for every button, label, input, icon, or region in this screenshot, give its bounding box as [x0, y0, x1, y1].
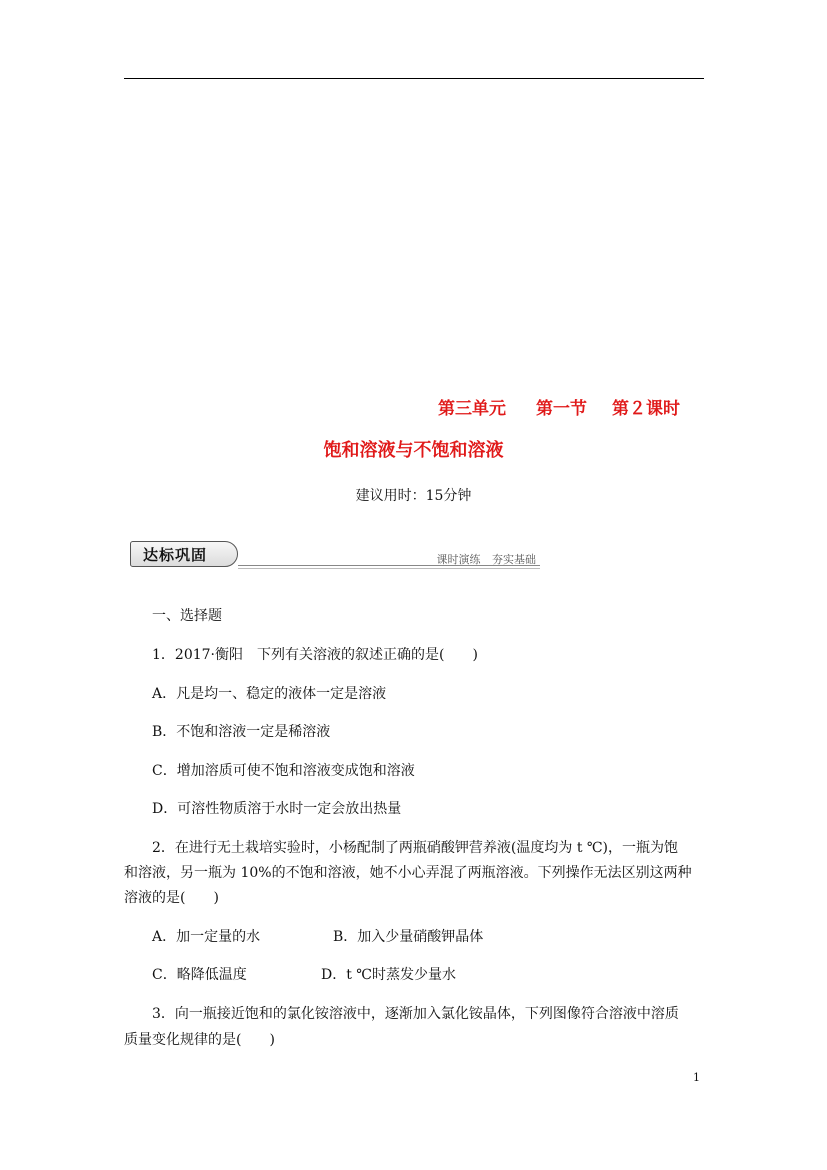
lesson-heading: 第２课时 [612, 399, 680, 419]
question-1-option-c: C．增加溶质可使不饱和溶液变成饱和溶液 [152, 763, 415, 779]
banner-divider-secondary [238, 568, 540, 569]
question-2-option-a: A．加一定量的水 [152, 929, 261, 945]
question-1-option-d: D．可溶性物质溶于水时一定会放出热量 [152, 801, 402, 817]
page-number: 1 [693, 1071, 700, 1084]
banner-subtitle: 课时演练 夯实基础 [436, 553, 536, 566]
section-heading: 第一节 [536, 399, 587, 419]
banner-label: 达标巩固 [130, 541, 238, 567]
unit-heading: 第三单元 [438, 399, 506, 419]
question-3-stem-line-1: 3．向一瓶接近饱和的氯化铵溶液中，逐渐加入氯化铵晶体，下列图像符合溶液中溶质 [152, 1006, 679, 1022]
suggested-time: 建议用时：15分钟 [355, 488, 472, 504]
question-1-option-b: B．不饱和溶液一定是稀溶液 [152, 724, 331, 740]
question-2-option-b: B．加入少量硝酸钾晶体 [333, 929, 484, 945]
question-2-option-d: D．t ℃时蒸发少量水 [321, 967, 456, 983]
question-2-stem-line-2: 和溶液，另一瓶为 10%的不饱和溶液，她不小心弄混了两瓶溶液。下列操作无法区别这两种 [124, 865, 692, 881]
header-rule [124, 78, 704, 79]
question-1-stem: 1．2017·衡阳 下列有关溶液的叙述正确的是( ) [152, 647, 478, 663]
question-2-option-c: C．略降低温度 [152, 967, 247, 983]
question-2-stem-line-3: 溶液的是( ) [124, 890, 219, 906]
section-title: 一、选择题 [152, 608, 222, 624]
section-banner [130, 541, 540, 571]
question-1-option-a: A．凡是均一、稳定的液体一定是溶液 [152, 686, 387, 702]
lesson-title: 饱和溶液与不饱和溶液 [323, 440, 504, 461]
question-2-stem-line-1: 2．在进行无土栽培实验时，小杨配制了两瓶硝酸钾营养液(温度均为 t ℃)，一瓶为饱 [152, 840, 679, 856]
question-3-stem-line-2: 质量变化规律的是( ) [124, 1032, 275, 1048]
